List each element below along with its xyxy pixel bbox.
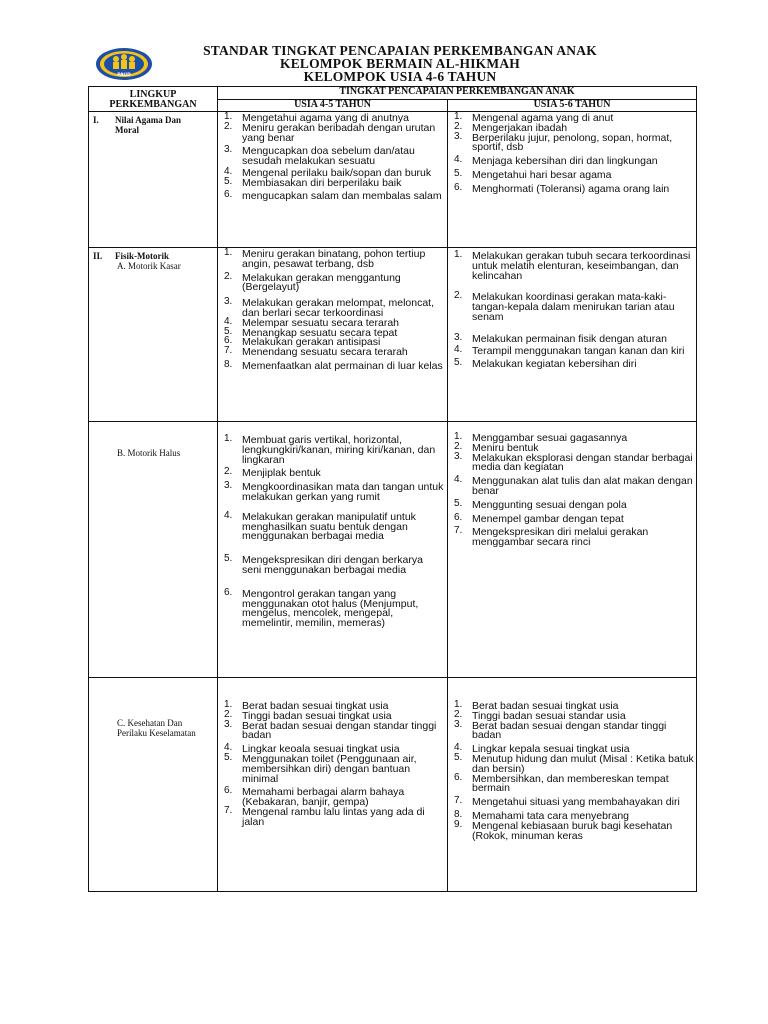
list-item-number: 1. <box>224 247 233 258</box>
list-item <box>218 586 445 630</box>
list-item <box>448 130 694 154</box>
list-item-text: Berat badan sesuai tingkat usia <box>472 700 619 712</box>
list-item-text: Tinggi badan sesuai tingkat usia <box>242 709 392 722</box>
list-item-number: 7. <box>224 345 233 357</box>
list-item-text: Berat badan sesuai dengan standar tinggi badan <box>472 719 667 742</box>
list-item-number: 4. <box>454 343 463 355</box>
list-item-text: Mengenal rambu lalu lintas yang ada di jalan <box>242 805 425 828</box>
list-item-text: Mengekspresikan diri melalui gerakan menggambar secara rinci <box>472 526 649 549</box>
list-item <box>218 120 445 144</box>
list-item-text: Melakukan gerakan manipulatif untuk menghasilkan suatu bentuk dengan menggunakan berbagai media <box>242 510 416 543</box>
agama-age-4-5-cell <box>218 112 448 248</box>
list-item <box>448 167 694 181</box>
list-item-text: Melakukan gerakan melompat, meloncat, dan berlari secar terkoordinasi <box>242 297 435 319</box>
list-item <box>218 804 445 828</box>
list-item-text: Menghormati (Toleransi) agama orang lain <box>472 182 670 195</box>
list-item-text: Tinggi badan sesuai standar usia <box>472 709 626 722</box>
list-item-number: 1. <box>454 699 463 710</box>
list-item <box>448 331 694 345</box>
category-kesehatan-cell <box>89 678 218 892</box>
achievement-list <box>218 422 447 629</box>
list-item-text: Meniru bentuk <box>472 441 539 454</box>
list-item <box>448 290 694 323</box>
list-item-number: 5. <box>224 175 233 187</box>
list-item <box>448 525 694 549</box>
subcategory-motorik-kasar: A. Motorik Kasar <box>117 261 181 271</box>
list-item <box>218 247 445 270</box>
list-item-number: 5. <box>454 497 463 509</box>
list-item-text: Mengekspresikan diri dengan berkarya seni menggunakan berbagai media <box>242 554 423 576</box>
list-item-text: Menjaga kebersihan diri dan lingkungan <box>472 155 658 168</box>
list-item <box>448 249 694 282</box>
list-item-number: 1. <box>454 431 463 442</box>
list-item-number: 3. <box>454 718 463 730</box>
list-item-number: 4. <box>454 742 463 754</box>
list-item-text: Memahami tata cara menyebrang <box>472 809 629 822</box>
list-item <box>218 270 445 294</box>
kesehatan-age-4-5-cell <box>218 678 448 892</box>
list-item <box>448 357 694 371</box>
list-item-text: Berat badan sesuai dengan standar tinggi badan <box>242 719 437 742</box>
list-item <box>448 450 694 474</box>
title-line-3: KELOMPOK USIA 4-6 TAHUN <box>303 69 497 84</box>
list-item-number: 4. <box>454 154 463 166</box>
list-item-number: 2. <box>224 466 233 478</box>
list-item-number: 3. <box>224 144 233 156</box>
title-line-2: KELOMPOK BERMAIN AL-HIKMAH <box>280 56 520 71</box>
list-item-text: Lingkar keoala sesuai tingkat usia <box>242 743 400 756</box>
header-scope: LINGKUP PERKEMBANGAN <box>89 87 218 112</box>
achievement-list <box>448 422 696 548</box>
list-item-text: Mengkoordinasikan mata dan tangan untuk melakukan gerkan yang rumit <box>242 481 444 503</box>
list-item-text: Menendang sesuatu secara terarah <box>242 346 408 359</box>
list-item <box>218 433 445 466</box>
achievement-list <box>218 248 447 372</box>
list-item-number: 8. <box>454 808 463 820</box>
list-item-number: 1. <box>454 249 463 260</box>
list-item-text: Berperilaku jujur, penolong, sopan, hormat, sportif, dsb <box>472 131 673 154</box>
list-item-number: 3. <box>224 296 233 308</box>
list-item <box>218 345 445 359</box>
list-item-text: Mengetahui agama yang di anutnya <box>242 112 409 124</box>
list-item-text: Melakukan gerakan tubuh secara terkoordinasi untuk melatih elenturan, keseimbangan, dan kelincahan <box>472 250 691 282</box>
list-item-number: 3. <box>454 331 463 343</box>
list-item <box>218 751 445 785</box>
list-item-number: 2. <box>454 120 463 132</box>
list-item-text: Melakukan permainan fisik dengan aturan <box>472 332 667 345</box>
list-item-number: 2. <box>224 270 233 282</box>
list-item-text: Memahami berbagai alarm bahaya (Kebakaran, banjir, gempa) <box>242 786 405 809</box>
list-item-text: Meniru gerakan beribadah dengan urutan yang benar <box>242 121 436 144</box>
list-item-number: 1. <box>454 111 463 122</box>
list-item-number: 4. <box>224 509 233 521</box>
achievement-standards-table <box>88 86 697 892</box>
list-item-text: Menggunakan alat tulis dan alat makan dengan benar <box>472 475 693 497</box>
list-item <box>218 175 445 189</box>
agama-age-5-6-cell <box>448 112 697 248</box>
list-item-number: 1. <box>224 111 233 122</box>
logo-text: PAUD <box>117 73 131 78</box>
category-fisik-cell <box>89 248 218 422</box>
list-item-text: Melakukan gerakan menggantung (Bergelayut) <box>242 271 401 294</box>
list-item-number: 6. <box>454 771 463 783</box>
list-item-number: 5. <box>454 751 463 763</box>
list-item-text: Mengenal perilaku baik/sopan dan buruk <box>242 166 432 179</box>
list-item <box>448 795 694 809</box>
list-item-number: 7. <box>224 804 233 816</box>
kasar-age-5-6-cell <box>448 248 697 422</box>
list-item-text: Mengetahui situasi yang membahayakan diri <box>472 796 680 809</box>
category-halus-cell <box>89 422 218 678</box>
list-item-number: 5. <box>224 325 233 337</box>
achievement-list <box>448 112 696 195</box>
list-item <box>448 497 694 511</box>
list-item-number: 1. <box>224 433 233 444</box>
list-item <box>448 511 694 525</box>
list-item-number: 6. <box>454 511 463 523</box>
list-item-text: Mengerjakan ibadah <box>472 121 568 134</box>
halus-age-4-5-cell <box>218 422 448 678</box>
school-logo-icon <box>95 47 153 81</box>
list-item <box>218 480 445 503</box>
list-item <box>218 553 445 576</box>
list-item-number: 7. <box>454 795 463 807</box>
list-item <box>448 154 694 168</box>
list-item-number: 4. <box>454 474 463 486</box>
list-item-number: 3. <box>454 450 463 462</box>
list-item-number: 6. <box>224 785 233 797</box>
list-item-number: 3. <box>454 130 463 142</box>
list-item-text: Melakukan gerakan antisipasi <box>242 336 381 349</box>
list-item-number: 6. <box>454 181 463 193</box>
list-item-text: Menempel gambar dengan tepat <box>472 512 624 525</box>
header-achievement-level: TINGKAT PENCAPAIAN PERKEMBANGAN ANAK <box>218 87 697 100</box>
header-age-4-5: USIA 4-5 TAHUN <box>218 100 448 112</box>
list-item-text: Mengucapkan doa sebelum dan/atau sesudah melakukan sesuatu <box>242 145 415 168</box>
list-item-text: Memenfaatkan alat permainan di luar kelas <box>242 359 443 372</box>
kesehatan-age-5-6-cell <box>448 678 697 892</box>
list-item-number: 4. <box>224 742 233 754</box>
list-item-number: 5. <box>454 167 463 179</box>
list-item-number: 7. <box>454 525 463 537</box>
list-item-text: Menggunting sesuai dengan pola <box>472 498 627 511</box>
list-item-text: Menutup hidung dan mulut (Misal : Ketika batuk dan bersin) <box>472 752 694 775</box>
subcategory-motorik-halus: B. Motorik Halus <box>117 448 181 458</box>
list-item-text: Menggambar sesuai gagasannya <box>472 432 628 444</box>
list-item-text: Menjiplak bentuk <box>242 467 321 480</box>
list-item-number: 2. <box>454 708 463 720</box>
list-item <box>448 718 694 742</box>
list-item-text: Melakukan koordinasi gerakan mata-kaki-tangan-kepala dalam menirukan tarian atau senam <box>472 291 675 323</box>
list-item-text: Mengetahui hari besar agama <box>472 168 612 181</box>
category-agama-cell <box>89 112 218 248</box>
header-age-5-6: USIA 5-6 TAHUN <box>448 100 697 112</box>
document-header <box>150 44 650 83</box>
category-title: Nilai Agama Dan Moral <box>115 115 182 135</box>
list-item <box>218 188 445 202</box>
halus-age-5-6-cell <box>448 422 697 678</box>
list-item <box>218 509 445 543</box>
list-item-text: Menggunakan toilet (Penggunaan air, membersihkan diri) dengan bantuan minimal <box>242 752 417 785</box>
list-item-text: Melempar sesuatu secara terarah <box>242 316 399 329</box>
achievement-list <box>448 248 696 370</box>
list-item-number: 5. <box>454 357 463 369</box>
achievement-list <box>218 112 447 201</box>
list-item-text: Menangkap sesuatu secara tepat <box>242 326 398 339</box>
list-item-text: mengucapkan salam dan membalas salam <box>242 189 442 202</box>
list-item-number: 9. <box>454 818 463 830</box>
list-item-number: 6. <box>224 188 233 200</box>
list-item-text: Membersihkan, dan membereskan tempat bermain <box>472 772 669 795</box>
list-item-number: 5. <box>224 553 233 565</box>
list-item-number: 3. <box>224 718 233 730</box>
list-item-text: Mengontrol gerakan tangan yang menggunakan otot halus (Menjumput, mengelus, mencolek, mengepal, memelintir, memilin, memeras) <box>242 587 419 630</box>
list-item <box>448 771 694 795</box>
list-item-number: 6. <box>224 335 233 347</box>
achievement-list <box>218 678 447 828</box>
achievement-list <box>448 678 696 841</box>
title-line-1: STANDAR TINGKAT PENCAPAIAN PERKEMBANGAN ANAK <box>203 43 597 58</box>
list-item <box>448 343 694 357</box>
list-item-number: 2. <box>454 440 463 452</box>
list-item-number: 5. <box>224 751 233 763</box>
list-item-number: 8. <box>224 358 233 370</box>
list-item <box>218 466 445 480</box>
list-item-number: 2. <box>224 120 233 132</box>
category-number: I. <box>93 115 99 125</box>
list-item-text: Membuat garis vertikal, horizontal, lengkungkiri/kanan, miring kiri/kanan, dan lingkaran <box>242 434 436 466</box>
kasar-age-4-5-cell <box>218 248 448 422</box>
list-item-number: 1. <box>224 699 233 710</box>
subcategory-kesehatan: C. Kesehatan Dan Perilaku Keselamatan <box>117 718 196 738</box>
list-item <box>218 718 445 742</box>
list-item <box>218 144 445 168</box>
list-item <box>448 818 694 842</box>
list-item-text: Melakukan kegiatan kebersihan diri <box>472 358 637 371</box>
list-item-text: Mengenal agama yang di anut <box>472 112 614 124</box>
list-item-number: 2. <box>454 290 463 302</box>
list-item <box>448 181 694 195</box>
list-item-text: Berat badan sesuai tingkat usia <box>242 700 389 712</box>
list-item-text: Terampil menggunakan tangan kanan dan kiri <box>472 344 685 357</box>
list-item <box>448 474 694 497</box>
list-item-number: 3. <box>224 480 233 492</box>
list-item-text: Melakukan eksplorasi dengan standar berbagai media dan kegiatan <box>472 451 693 474</box>
list-item-number: 2. <box>224 708 233 720</box>
list-item <box>218 358 445 372</box>
list-item-text: Meniru gerakan binatang, pohon tertiup angin, pesawat terbang, dsb <box>242 248 426 270</box>
list-item-text: Lingkar kepala sesuai tingkat usia <box>472 743 630 756</box>
category-title: Fisik-Motorik <box>115 251 169 261</box>
list-item-number: 4. <box>224 315 233 327</box>
list-item-number: 4. <box>224 165 233 177</box>
list-item-text: Mengenal kebiasaan buruk bagi kesehatan (Rokok, minuman keras <box>472 819 673 842</box>
category-number: II. <box>93 251 103 261</box>
list-item-text: Membiasakan diri berperilaku baik <box>242 176 402 189</box>
list-item-number: 6. <box>224 586 233 598</box>
